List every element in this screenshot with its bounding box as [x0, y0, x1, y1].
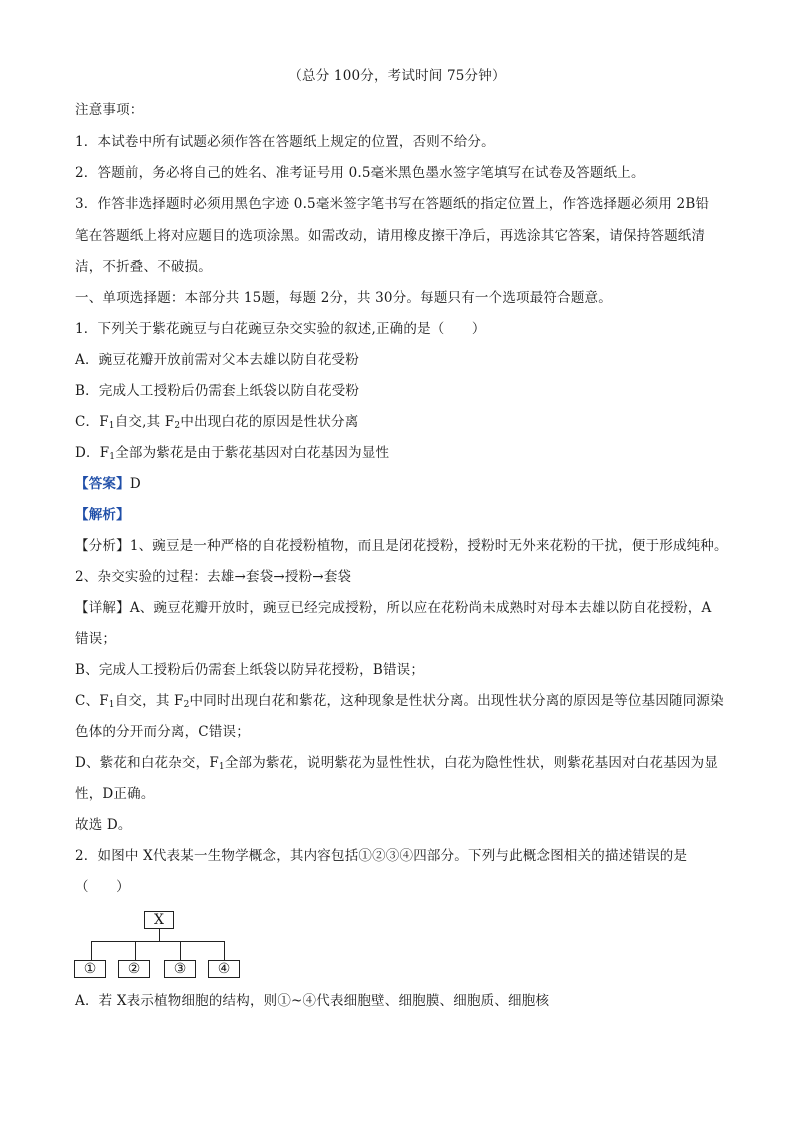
- diagram-child-1: ①: [74, 960, 106, 978]
- subscript: 2: [183, 700, 190, 710]
- exam-header: （总分 100分，考试时间 75分钟）: [288, 68, 506, 84]
- text: C．F: [75, 414, 109, 430]
- question-2-paren: （ ）: [75, 879, 130, 895]
- question-1-option-d: [75, 443, 725, 463]
- xiangjie-a-cont: 错误；: [75, 631, 117, 647]
- subscript: 2: [174, 421, 181, 431]
- text: D．F: [75, 445, 110, 461]
- text: 中出现白花的原因是性状分离: [180, 414, 359, 430]
- xiangjie-text: A、豌豆花瓣开放时，豌豆已经完成授粉，所以应在花粉尚未成熟时对母本去雄以防自花授粉，A: [129, 600, 712, 616]
- connector: [224, 941, 225, 960]
- xiangjie-line: [75, 598, 725, 618]
- connector: [180, 941, 181, 960]
- question-2-option-a: A．若 X表示植物细胞的结构，则①~④代表细胞壁、细胞膜、细胞质、细胞核: [75, 993, 550, 1009]
- subscript: 1: [108, 421, 115, 431]
- text: 全部为紫花是由于紫花基因对白花基因为显性: [115, 445, 390, 461]
- notice-item: 3．作答非选择题时必须用黑色字迹 0.5毫米签字笔书写在答题纸的指定位置上，作答选择题必须用 2B铅: [75, 196, 710, 212]
- notice-item: 洁，不折叠、不破损。: [75, 259, 212, 275]
- diagram-child-4: ④: [208, 960, 240, 978]
- notice-item: 笔在答题纸上将对应题目的选项涂黑。如需改动，请用橡皮擦干净后，再选涂其它答案，请保持答题纸清: [75, 228, 706, 244]
- xiangjie-b: B、完成人工授粉后仍需套上纸袋以防异花授粉，B错误；: [75, 662, 425, 678]
- notice-item: 1．本试卷中所有试题必须作答在答题纸上规定的位置，否则不给分。: [75, 134, 495, 150]
- fenxi-line: [75, 536, 728, 556]
- diagram-child-2: ②: [118, 960, 150, 978]
- diagram-child-3: ③: [164, 960, 196, 978]
- diagram-root-x: X: [144, 911, 174, 929]
- xiangjie-c: [75, 691, 725, 711]
- xiangjie-tag: 【详解】: [75, 600, 130, 616]
- answer-tag: 【答案】: [75, 476, 130, 492]
- connector: [91, 941, 224, 942]
- fenxi-text: 1、豌豆是一种严格的自花授粉植物，而且是闭花授粉，授粉时无外来花粉的干扰，便于形成纯种。: [129, 538, 728, 554]
- question-1-option-a: A．豌豆花瓣开放前需对父本去雄以防自花受粉: [75, 352, 359, 368]
- text: 自交,其 F: [114, 414, 175, 430]
- text: 全部为紫花，说明紫花为显性性状，白花为隐性性状，则紫花基因对白花基因为显: [224, 755, 719, 771]
- section-title: 一、单项选择题：本部分共 15题，每题 2分，共 30分。每题只有一个选项最符合题意。: [75, 290, 612, 306]
- subscript: 1: [108, 700, 115, 710]
- fenxi-line-2: 2、杂交实验的过程：去雄→套袋→授粉→套袋: [75, 569, 352, 585]
- analysis-line: [75, 505, 725, 525]
- connector: [135, 941, 136, 960]
- fenxi-tag: 【分析】: [75, 538, 130, 554]
- xiangjie-c-cont: 色体的分开而分离，C错误；: [75, 724, 250, 740]
- conclusion: 故选 D。: [75, 817, 132, 833]
- answer-value: D: [129, 476, 141, 492]
- text: 自交，其 F: [114, 693, 184, 709]
- question-1-option-b: B．完成人工授粉后仍需套上纸袋以防自花受粉: [75, 383, 360, 399]
- text: C、F: [75, 693, 109, 709]
- notice-item: 2．答题前，务必将自己的姓名、准考证号用 0.5毫米黑色墨水签字笔填写在试卷及答题纸上。: [75, 165, 645, 181]
- question-2-stem: 2．如图中 X代表某一生物学概念，其内容包括①②③④四部分。下列与此概念图相关的描述错误的是: [75, 848, 688, 864]
- question-1-stem: 1．下列关于紫花豌豆与白花豌豆杂交实验的叙述,正确的是（ ）: [75, 321, 486, 337]
- answer-line: [75, 474, 725, 494]
- text: 中同时出现白花和紫花，这种现象是性状分离。出现性状分离的原因是等位基因随同源染: [189, 693, 724, 709]
- connector: [159, 929, 160, 941]
- analysis-tag: 【解析】: [75, 507, 130, 523]
- text: D、紫花和白花杂交，F: [75, 755, 219, 771]
- xiangjie-d: [75, 753, 725, 773]
- subscript: 1: [218, 762, 225, 772]
- connector: [91, 941, 92, 960]
- xiangjie-d-cont: 性，D正确。: [75, 786, 155, 802]
- subscript: 1: [109, 452, 116, 462]
- question-1-option-c: [75, 412, 725, 432]
- concept-diagram: [74, 908, 244, 980]
- notice-title: 注意事项：: [75, 102, 144, 118]
